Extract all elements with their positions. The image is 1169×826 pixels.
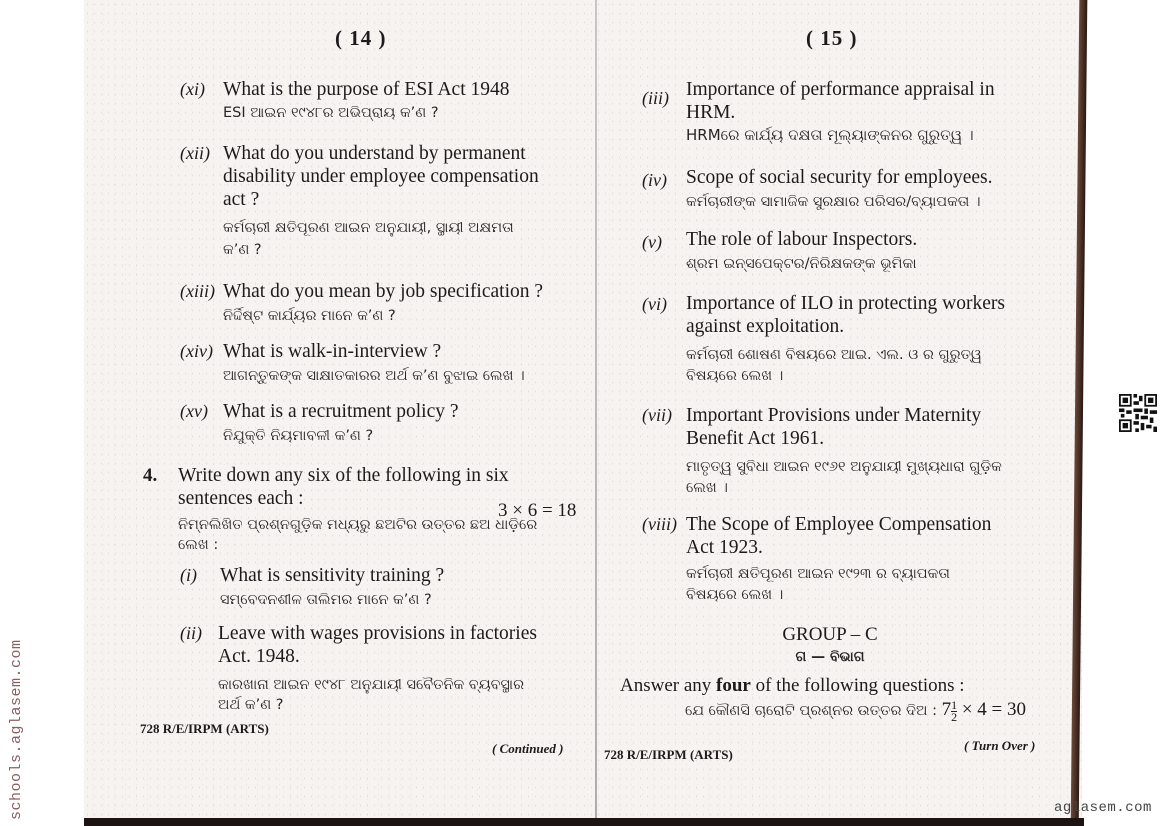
paper-code: 728 R/E/IRPM (ARTS) <box>140 721 269 736</box>
instruction-odia: ଲେଖ : <box>178 537 219 553</box>
question-text: HRM. <box>686 102 736 123</box>
question-text: What do you understand by permanent <box>223 143 526 164</box>
question-xiii <box>140 280 590 327</box>
question-number: (vii) <box>642 405 672 425</box>
question-text: What is the purpose of ESI Act 1948 <box>223 79 510 100</box>
instruction-odia: ଯେ କୌଣସି ଚାରୋଟି ପ୍ରଶ୍ନର ଉତ୍ତର ଦିଅ : <box>684 703 942 719</box>
question-viii <box>600 513 1060 606</box>
question-number: (vi) <box>642 294 667 314</box>
bottom-watermark: aglasem.com <box>1054 800 1152 816</box>
group-c-heading <box>600 624 1060 668</box>
question-odia: ଅର୍ଥ କ’ଣ ? <box>218 697 284 713</box>
question-text: against exploitation. <box>686 316 845 337</box>
question-vii <box>600 404 1060 499</box>
instruction-line-2: sentences each : <box>178 488 304 509</box>
left-page <box>140 0 590 818</box>
question-odia: ମାତୃତ୍ୱ ସୁବିଧା ଆଇନ ୧୯୬୧ ଅନୁଯାୟୀ ମୁଖ୍ୟଧାରା ଗୁଡ଼ିକ <box>686 459 1002 475</box>
question-number: (iv) <box>642 170 667 190</box>
instruction-text: Answer any four of the following questions : <box>620 675 965 696</box>
question-number: (xi) <box>180 79 205 99</box>
section-marks: 3 × 6 = 18 <box>498 500 577 521</box>
question-iii <box>600 78 1060 146</box>
question-number: (ii) <box>180 623 202 643</box>
question-text: What is sensitivity training ? <box>220 565 445 586</box>
marks-fraction: $\frac{1}{2}$ <box>951 697 958 724</box>
question-number: (xii) <box>180 143 210 163</box>
question-text: Important Provisions under Maternity <box>686 405 982 426</box>
question-odia: କର୍ମଚାରୀ କ୍ଷତିପୂରଣ ଆଇନ ୧୯୨୩ ର ବ୍ୟାପକତା <box>686 566 950 582</box>
question-text: Benefit Act 1961. <box>686 428 825 449</box>
section-number: 4. <box>143 465 158 486</box>
question-text: The Scope of Employee Compensation <box>686 514 992 535</box>
question-number: (xv) <box>180 401 208 421</box>
question-odia: HRMରେ କାର୍ଯ୍ୟ ଦକ୍ଷତା ମୂଲ୍ୟାଙ୍କନର ଗୁରୁତ୍ୱ । <box>686 126 974 144</box>
marks-whole: 7 <box>941 699 952 720</box>
question-number: (xiii) <box>180 281 215 301</box>
question-text: What is a recruitment policy ? <box>223 401 459 422</box>
page-number: ( 15 ) <box>806 26 858 50</box>
marks-rest: × 4 = 30 <box>957 699 1026 720</box>
instruction-odia-line <box>620 699 1026 723</box>
question-odia: ଆଗନ୍ତୁକଙ୍କ ସାକ୍ଷାତକାରର ଅର୍ଥ କ’ଣ ବୁଝାଇ ଲେଖ । <box>223 368 525 384</box>
question-text: Importance of ILO in protecting workers <box>686 293 1005 314</box>
question-odia: ESI ଆଇନ ୧୯୪୮ର ଅଭିପ୍ରାୟ କ’ଣ ? <box>223 105 439 121</box>
page-fold <box>595 0 597 826</box>
section-instruction <box>178 464 590 487</box>
question-odia: କାରଖାନା ଆଇନ ୧୯୪୮ ଅନୁଯାୟୀ ସବୈତନିକ ବ୍ୟବସ୍ଥାର <box>218 677 525 693</box>
paper-code: 728 R/E/IRPM (ARTS) <box>604 747 733 762</box>
question-iv <box>600 166 1060 213</box>
question-odia: ସମ୍ବେଦନଶୀଳ ତାଲିମର ମାନେ କ’ଣ ? <box>220 592 432 608</box>
side-watermark: schools.aglasem.com <box>8 639 25 820</box>
turn-over-note: ( Turn Over ) <box>964 738 1036 753</box>
question-xi <box>140 78 590 124</box>
question-text: Importance of performance appraisal in <box>686 79 995 100</box>
question-odia: ଲେଖ । <box>686 480 728 496</box>
question-odia: କ’ଣ ? <box>223 242 262 258</box>
sub-question-ii <box>140 622 590 716</box>
sub-question-i <box>140 564 590 611</box>
instruction-line-1: Write down any six of the following in six <box>178 465 509 486</box>
qr-code-icon <box>1118 394 1158 432</box>
section-4 <box>140 464 590 556</box>
question-odia: ନିର୍ଦ୍ଦିଷ୍ଟ କାର୍ଯ୍ୟର ମାନେ କ’ଣ ? <box>223 308 396 324</box>
question-text: Scope of social security for employees. <box>686 167 993 188</box>
question-odia: କର୍ମଚାରୀ କ୍ଷତିପୂରଣ ଆଇନ ଅନୁଯାୟୀ, ସ୍ଥାୟୀ ଅକ୍ଷମତା <box>223 220 514 236</box>
question-text: What is walk-in-interview ? <box>223 341 442 362</box>
question-odia: ବିଷୟରେ ଲେଖ । <box>686 368 784 384</box>
group-c-instruction <box>620 674 1060 723</box>
question-xii <box>140 142 590 261</box>
continued-note: ( Continued ) <box>492 741 564 756</box>
question-vi <box>600 292 1060 387</box>
group-title-odia: ଗ — ବିଭାଗ <box>795 649 865 665</box>
question-number: (i) <box>180 565 197 585</box>
question-v <box>600 228 1060 275</box>
question-text: What do you mean by job specification ? <box>223 281 544 302</box>
question-text: Leave with wages provisions in factories <box>218 623 537 644</box>
question-text: The role of labour Inspectors. <box>686 229 918 250</box>
question-odia: କର୍ମଚାରୀ ଶୋଷଣ ବିଷୟରେ ଆଇ. ଏଲ. ଓ ର ଗୁରୁତ୍ୱ <box>686 347 982 363</box>
question-text: act ? <box>223 189 260 210</box>
question-xv <box>140 400 590 447</box>
page-number: ( 14 ) <box>335 26 387 50</box>
question-text: Act. 1948. <box>218 646 300 667</box>
question-number: (iii) <box>642 88 669 108</box>
question-number: (v) <box>642 232 662 252</box>
question-xiv <box>140 340 590 387</box>
question-number: (viii) <box>642 514 677 534</box>
instruction-odia: ନିମ୍ନଲିଖିତ ପ୍ରଶ୍ନଗୁଡ଼ିକ ମଧ୍ୟରୁ ଛଅଟିର ଉତ୍ତର ଛଅ ଧାଡ଼ିରେ <box>178 517 538 533</box>
right-page <box>600 0 1060 818</box>
paper-bottom-shadow <box>84 818 1084 826</box>
question-number: (xiv) <box>180 341 213 361</box>
question-odia: କର୍ମଚାରୀଙ୍କ ସାମାଜିକ ସୁରକ୍ଷାର ପରିସର/ବ୍ୟାପକତା । <box>686 194 981 210</box>
question-text: Act 1923. <box>686 537 763 558</box>
question-odia: ନିଯୁକ୍ତି ନିୟମାବଳୀ କ’ଣ ? <box>223 428 374 444</box>
question-odia: ବିଷୟରେ ଲେଖ । <box>686 587 784 603</box>
question-text: disability under employee compensation <box>223 166 539 187</box>
question-odia: ଶ୍ରମ ଇନ୍‌ସପେକ୍ଟର/ନିରିକ୍ଷକଙ୍କ ଭୂମିକା <box>686 256 917 272</box>
group-title: GROUP – C <box>782 624 878 645</box>
